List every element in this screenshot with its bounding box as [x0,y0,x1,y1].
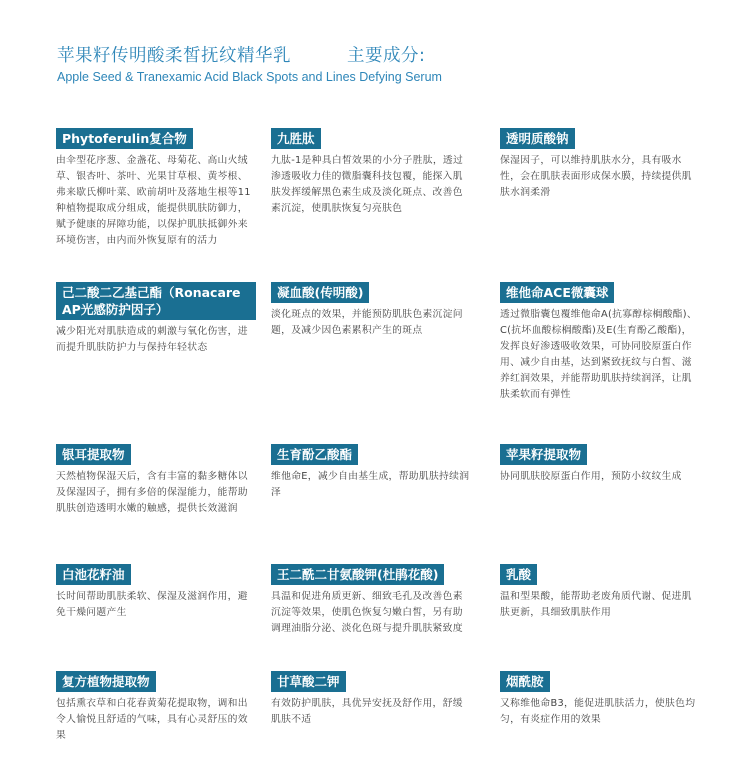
ingredient-name: 维他命ACE微囊球 [500,282,614,303]
ingredient-card-nonapeptide [271,128,471,217]
ingredient-name: 复方植物提取物 [56,671,156,692]
ingredient-name: Phytoferulin复合物 [56,128,193,149]
ingredient-desc: 天然植物保湿天后，含有丰富的黏多糖体以及保湿因子，拥有多倍的保湿能力，能帮助肌肤创造透明水嫩的触感，提供长效滋润 [56,471,248,514]
ingredient-name: 白池花籽油 [56,564,131,585]
ingredient-card-apple-seed [500,444,700,485]
ingredient-desc: 淡化斑点的效果，并能预防肌肤色素沉淀问题，及减少因色素累积产生的斑点 [271,309,463,336]
ingredient-name: 九胜肽 [271,128,321,149]
ingredient-desc: 协同肌肤胶原蛋白作用，预防小纹纹生成 [500,471,682,482]
ingredient-card-dipotassium-glycyrrhizate [271,671,471,728]
ingredient-name: 苹果籽提取物 [500,444,587,465]
ingredient-desc: 由伞型花序葱、金盏花、母菊花、高山火绒草、银杏叶、茶叶、光果甘草根、黄芩根、弗来歇氏柳叶菜、欧前胡叶及落地生根等11种植物提取成分组成，能提供肌肤防御力，赋予健康的屏障功能，以保护肌肤抵御外来环境伤害，由内而外恢复原有的活力 [56,155,251,246]
ingredient-desc: 维他命E，减少自由基生成，帮助肌肤持续润泽 [271,471,470,498]
ingredient-card-tremella [56,444,256,517]
ingredient-card-vitamin-ace [500,282,700,403]
ingredient-name: 透明质酸钠 [500,128,575,149]
ingredient-card-niacinamide [500,671,700,728]
ingredient-card-plant-complex [56,671,256,744]
ingredient-desc: 又称维他命B3，能促进肌肤活力，使肤色均匀，有炎症作用的效果 [500,698,696,725]
ingredient-card-tocopheryl-acetate [271,444,471,501]
ingredient-desc: 九肽-1是种具白皙效果的小分子胜肽，透过渗透吸收力佳的微脂囊科技包覆，能探入肌肤发挥缓解黑色素生成及淡化斑点、改善色素沉淀，使肌肤恢复匀亮肤色 [271,155,464,214]
ingredient-name: 王二酰二甘氨酸钾(杜鹃花酸) [271,564,444,585]
ingredient-card-sodium-hyaluronate [500,128,700,201]
ingredient-name: 己二酸二乙基己酯（Ronacare AP光感防护因子） [56,282,256,320]
ingredient-card-meadowfoam-oil [56,564,256,621]
ingredient-desc: 长时间帮助肌肤柔软、保湿及滋润作用，避免干燥问题产生 [56,591,248,618]
ingredient-name: 烟酰胺 [500,671,550,692]
ingredient-desc: 有效防护肌肤，具优异安抚及舒作用，舒缓肌肤不适 [271,698,463,725]
ingredient-card-lactic-acid [500,564,700,621]
ingredient-desc: 透过微脂囊包覆维他命A(抗寡醇棕榈酸酯)、C(抗坏血酸棕榈酸酯)及E(生育酚乙酸酯)，发挥良好渗透吸收效果，可协同胶原蛋白作用、减少自由基，达到紧致抚纹与白皙、滋养红润效果，并能帮助肌肤持续润泽，让肌肤柔软而有弹性 [500,309,697,400]
ingredient-card-tranexamic-acid [271,282,471,339]
ingredient-desc: 温和型果酸，能帮助老废角质代谢、促进肌肤更新，具细致肌肤作用 [500,591,692,618]
ingredient-desc: 减少阳光对肌肤造成的刺激与氧化伤害，进而提升肌肤防护力与保持年轻状态 [56,326,248,353]
ingredient-name: 凝血酸(传明酸) [271,282,369,303]
ingredient-name: 乳酸 [500,564,537,585]
ingredient-card-phytoferulin [56,128,256,249]
subtitle-cn: 主要成分: [347,46,426,66]
ingredient-name: 银耳提取物 [56,444,131,465]
title-cn: 苹果籽传明酸柔皙抚纹精华乳 [57,46,291,66]
ingredient-desc: 保湿因子，可以维持肌肤水分，具有吸水性，会在肌肤表面形成保水膜，持续提供肌肤水润柔滑 [500,155,692,198]
page-title [57,42,425,67]
ingredient-name: 甘草酸二钾 [271,671,346,692]
title-en: Apple Seed & Tranexamic Acid Black Spots and Lines Defying Serum [57,70,442,84]
ingredient-card-diethylhexyl-adipate [56,282,256,356]
ingredient-name: 生育酚乙酸酯 [271,444,358,465]
ingredient-card-azelaic-acid [271,564,471,637]
ingredient-desc: 具温和促进角质更新、细致毛孔及改善色素沉淀等效果，使肌色恢复匀嫩白皙，另有助调理油脂分泌、淡化色斑与提升肌肤紧致度 [271,591,463,634]
ingredient-desc: 包括熏衣草和白花春黄菊花提取物，调和出令人愉悦且舒适的气味，具有心灵舒压的效果 [56,698,248,741]
